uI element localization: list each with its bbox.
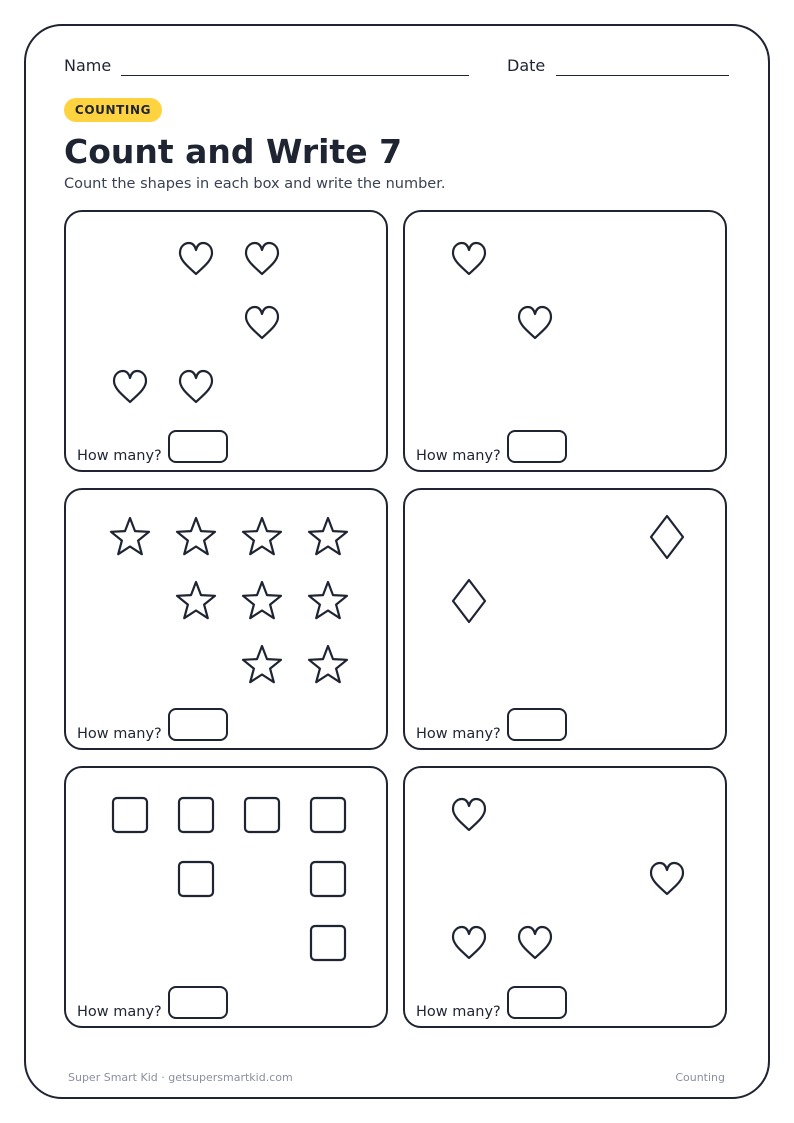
how-many-label: How many? [416,726,501,742]
square-icon [179,862,213,896]
heart-icon [651,863,683,894]
star-icon [309,518,347,554]
heart-icon [180,243,212,274]
counting-box [64,210,388,472]
square-icon [113,798,147,832]
heart-icon [519,307,551,338]
heart-icon [246,307,278,338]
footer-brand: Super Smart Kid · getsupersmartkid.com [68,1071,293,1084]
page-title: Count and Write 7 [64,132,403,171]
square-icon [311,862,345,896]
heart-icon [519,927,551,958]
square-icon [311,926,345,960]
how-many-label: How many? [77,726,162,742]
footer-topic: Counting [675,1071,725,1084]
shape-area [405,768,725,1026]
counting-box [403,210,727,472]
how-many-label: How many? [416,1004,501,1020]
how-many-label: How many? [77,448,162,464]
counting-box [64,766,388,1028]
name-line[interactable] [121,75,469,76]
square-icon [311,798,345,832]
star-icon [243,646,281,682]
star-icon [111,518,149,554]
counting-box [64,488,388,750]
shape-area [66,212,386,470]
heart-icon [453,799,485,830]
star-icon [309,582,347,618]
star-icon [309,646,347,682]
name-label: Name [64,56,112,75]
shape-area [66,768,386,1026]
shape-area [405,490,725,748]
answer-box[interactable] [168,986,228,1019]
answer-box[interactable] [507,986,567,1019]
heart-icon [180,371,212,402]
date-label: Date [507,56,546,75]
square-icon [245,798,279,832]
how-many-label: How many? [77,1004,162,1020]
square-icon [179,798,213,832]
star-icon [243,582,281,618]
category-badge: COUNTING [64,98,162,122]
how-many-label: How many? [416,448,501,464]
answer-box[interactable] [168,430,228,463]
heart-icon [114,371,146,402]
counting-box [403,488,727,750]
star-icon [243,518,281,554]
star-icon [177,518,215,554]
diamond-icon [651,516,683,558]
shape-area [66,490,386,748]
star-icon [177,582,215,618]
shape-area [405,212,725,470]
diamond-icon [453,580,485,622]
instructions: Count the shapes in each box and write the number. [64,176,446,192]
date-line[interactable] [556,75,729,76]
heart-icon [453,243,485,274]
heart-icon [246,243,278,274]
answer-box[interactable] [168,708,228,741]
answer-box[interactable] [507,430,567,463]
counting-box [403,766,727,1028]
heart-icon [453,927,485,958]
answer-box[interactable] [507,708,567,741]
